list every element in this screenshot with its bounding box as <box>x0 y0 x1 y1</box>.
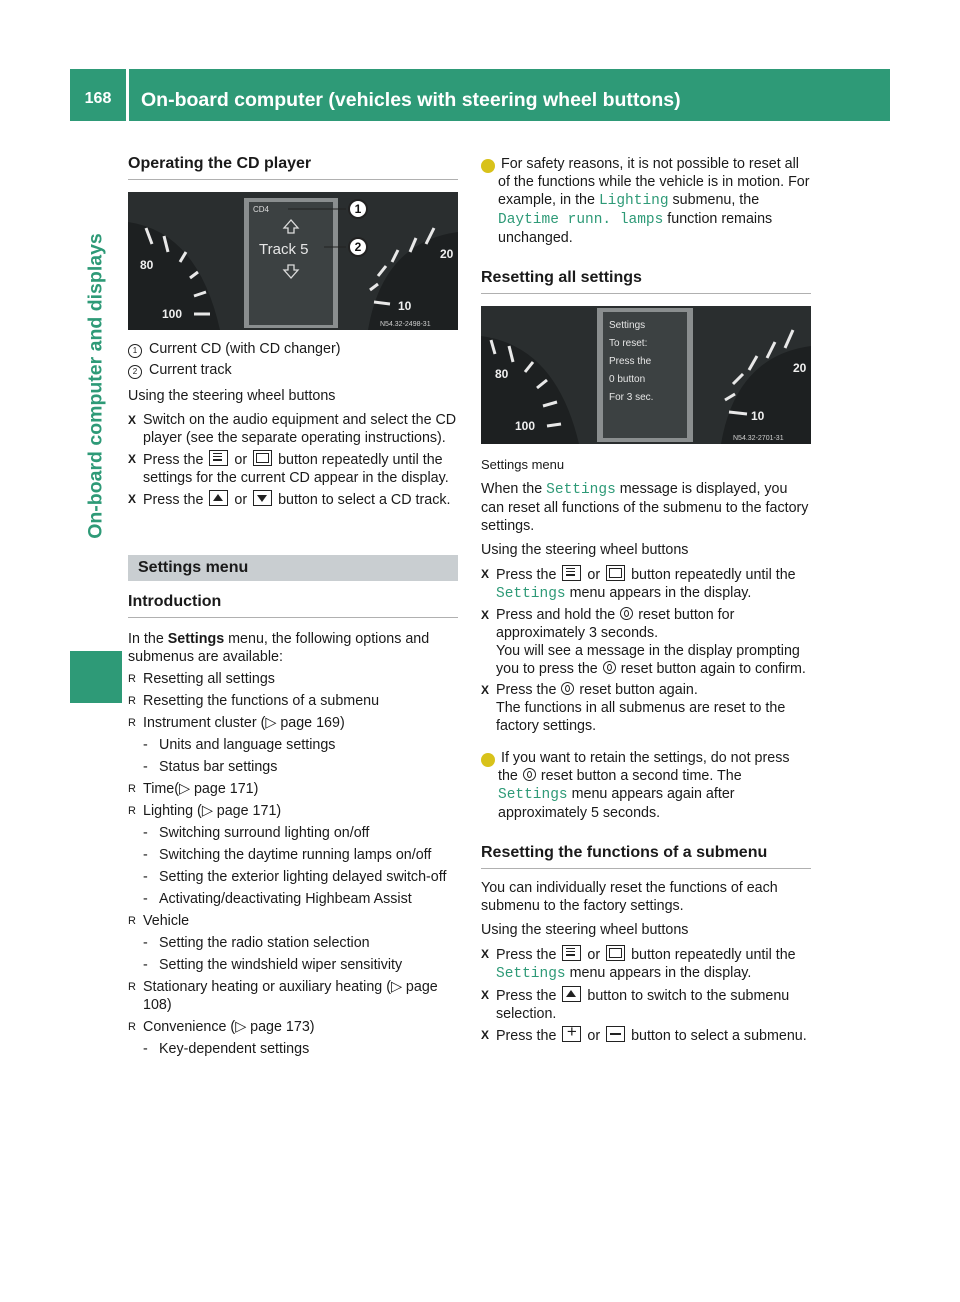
sub-list-item: - Setting the exterior lighting delayed switch-off <box>143 869 447 885</box>
legend-2-number: 2 <box>128 365 142 379</box>
sub-list-item: - Activating/deactivating Highbeam Assist <box>143 891 412 907</box>
step-item: X Press the button to switch to the submenu selection. <box>481 988 790 1022</box>
info-note: i If you want to retain the settings, do not press the reset button a second time. The Settings menu appears again after approximately 5 seconds. <box>477 750 790 821</box>
display-button-icon <box>606 945 625 961</box>
callout-2: 2 <box>348 237 368 257</box>
reset-button-icon <box>523 768 536 781</box>
up-button-icon <box>562 986 581 1002</box>
figure-code: N54.32-2701-31 <box>733 435 784 442</box>
left-column <box>128 155 458 1058</box>
using-buttons-text: Using the steering wheel buttons <box>128 388 336 404</box>
step-item: X Press the reset button again. The functions in all submenus are reset to the factory settings. <box>481 682 786 734</box>
track-label: Track 5 <box>259 241 309 258</box>
side-tab <box>70 121 122 1302</box>
legend-item-2 <box>128 361 458 379</box>
side-tab-label: On-board computer and displays <box>84 233 107 539</box>
cd-display-figure <box>128 192 458 330</box>
info-note: i For safety reasons, it is not possible to reset all of the functions while the vehicle is in motion. For example, in the Lighting submenu, the Daytime runn. lamps function remains unchanged. <box>477 156 810 246</box>
reset-submenu-paragraph: You can individually reset the functions of each submenu to the factory settings. <box>481 880 778 914</box>
list-item: R Resetting the functions of a submenu <box>128 693 380 709</box>
gauge-tick-10: 10 <box>398 299 412 313</box>
gauge-tick-80: 80 <box>495 367 509 381</box>
step-item: X Switch on the audio equipment and select the CD player (see the separate operating instructions). <box>128 412 457 446</box>
settings-bullet-list <box>128 670 458 1058</box>
section-heading-reset-all: Resetting all settings <box>481 269 811 294</box>
sub-list-item: - Switching surround lighting on/off <box>143 825 370 841</box>
section-heading-reset-submenu: Resetting the functions of a submenu <box>481 844 811 869</box>
reset-button-icon <box>603 661 616 674</box>
list-item: R Resetting all settings <box>128 671 275 687</box>
info-icon: i <box>481 159 495 173</box>
sub-list-item: - Setting the windshield wiper sensitivity <box>143 957 403 973</box>
reset-button-icon <box>561 682 574 695</box>
legend-2-text: Current track <box>149 362 232 378</box>
display-line: Settings <box>609 320 646 331</box>
display-line: 0 button <box>609 374 646 385</box>
section-heading-cd-player: Operating the CD player <box>128 155 458 180</box>
plus-button-icon <box>562 1026 581 1042</box>
figure-code: N54.32-2498-31 <box>380 321 431 328</box>
using-buttons-text: Using the steering wheel buttons <box>481 542 689 558</box>
legend-1-text: Current CD (with CD changer) <box>149 341 341 357</box>
step-item: X Press the or button repeatedly until the Settings menu appears in the display. <box>481 567 796 602</box>
step-item: X Press the or button to select a CD track. <box>128 492 451 508</box>
step-item: X Press the or button repeatedly until the Settings menu appears in the display. <box>481 947 796 982</box>
display-line: Press the <box>609 356 652 367</box>
display-line: For 3 sec. <box>609 392 654 403</box>
sub-list-item: - Setting the radio station selection <box>143 935 370 951</box>
reset-button-icon <box>620 607 633 620</box>
cd-player-figure-wrap <box>128 192 458 330</box>
list-item: R Stationary heating or auxiliary heating (▷ page 108) <box>128 979 438 1013</box>
using-buttons-text: Using the steering wheel buttons <box>481 922 689 938</box>
page-title: On-board computer (vehicles with steering wheel buttons) <box>141 89 681 111</box>
reset-all-paragraph: When the Settings message is displayed, you can reset all functions of the submenu to the factory settings. <box>481 481 809 534</box>
callout-1: 1 <box>348 199 368 219</box>
list-item: R Time(▷ page 171) <box>128 781 259 797</box>
minus-button-icon <box>606 1026 625 1042</box>
settings-display-figure <box>481 306 811 444</box>
side-tab-marker <box>70 651 122 703</box>
cd-label: CD4 <box>253 205 270 214</box>
down-button-icon <box>253 490 272 506</box>
info-icon: i <box>481 753 495 767</box>
step-item: X Press the + or button to select a submenu. <box>481 1026 811 1045</box>
up-button-icon <box>209 490 228 506</box>
step-item: X Press and hold the reset button for approximately 3 seconds. You will see a message in the display prompting you to press the reset button again to confirm. <box>481 607 806 677</box>
gauge-tick-20: 20 <box>440 247 454 261</box>
display-button-icon <box>606 565 625 581</box>
gauge-tick-10: 10 <box>751 409 765 423</box>
section-banner: Settings menu <box>128 555 458 581</box>
page-number: 168 <box>84 90 112 107</box>
sub-list-item: - Key-dependent settings <box>143 1041 310 1057</box>
figure-caption: Settings menu <box>481 457 565 472</box>
display-button-icon <box>253 450 272 466</box>
display-line: To reset: <box>609 338 648 349</box>
list-item: R Instrument cluster (▷ page 169) <box>128 715 345 731</box>
list-item: R Lighting (▷ page 171) <box>128 803 282 819</box>
gauge-tick-100: 100 <box>162 307 183 321</box>
legend-item-1 <box>128 340 458 358</box>
right-column <box>477 155 811 1045</box>
section-heading-introduction: Introduction <box>128 593 458 618</box>
gauge-tick-20: 20 <box>793 361 807 375</box>
settings-figure-wrap <box>481 306 811 444</box>
legend-1-number: 1 <box>128 344 142 358</box>
display-button-icon <box>209 450 228 466</box>
gauge-tick-100: 100 <box>515 419 536 433</box>
sub-list-item: - Units and language settings <box>143 737 336 753</box>
intro-paragraph: In the Settings menu, the following options and submenus are available: <box>128 631 430 665</box>
list-item: R Vehicle <box>128 913 190 929</box>
gauge-tick-80: 80 <box>140 258 154 272</box>
header-divider <box>126 69 129 121</box>
step-item: X Press the or button repeatedly until the settings for the current CD appear in the display. <box>128 452 449 486</box>
page-header <box>70 69 890 121</box>
list-item: R Convenience (▷ page 173) <box>128 1019 315 1035</box>
display-button-icon <box>562 945 581 961</box>
sub-list-item: - Status bar settings <box>143 759 278 775</box>
sub-list-item: - Switching the daytime running lamps on/off <box>143 847 432 863</box>
display-button-icon <box>562 565 581 581</box>
